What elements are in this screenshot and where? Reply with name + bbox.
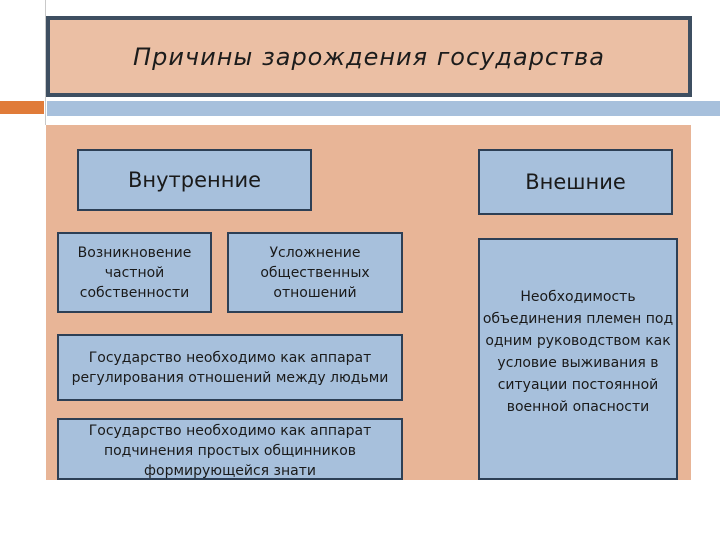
internal-causes-label: Внутренние <box>127 168 262 192</box>
blue-accent-bar <box>47 101 720 116</box>
regulation-apparatus-text: Государство необходимо как аппарат регулирования отношений между людьми <box>71 349 389 386</box>
complex-relations-box <box>227 232 403 313</box>
private-property-box <box>57 232 212 313</box>
slide-title: Причины зарождения государства <box>133 42 605 71</box>
title-box <box>46 16 692 97</box>
external-causes-label: Внешние <box>525 170 626 194</box>
internal-causes-header <box>77 149 312 211</box>
private-property-text: Возникновение частной собственности <box>77 244 192 301</box>
tribe-unification-box <box>478 238 678 480</box>
external-causes-header <box>478 149 673 215</box>
tribe-unification-text: Необходимость объединения племен под одним руководством как условие выживания в ситуации постоянной военной опасности <box>482 289 674 415</box>
regulation-apparatus-box <box>57 334 403 401</box>
orange-accent-bar <box>0 101 44 114</box>
complex-relations-text: Усложнение общественных отношений <box>260 244 370 301</box>
subordination-apparatus-text: Государство необходимо как аппарат подчинения простых общинников формирующейся знати <box>88 423 372 479</box>
subordination-apparatus-box <box>57 418 403 480</box>
